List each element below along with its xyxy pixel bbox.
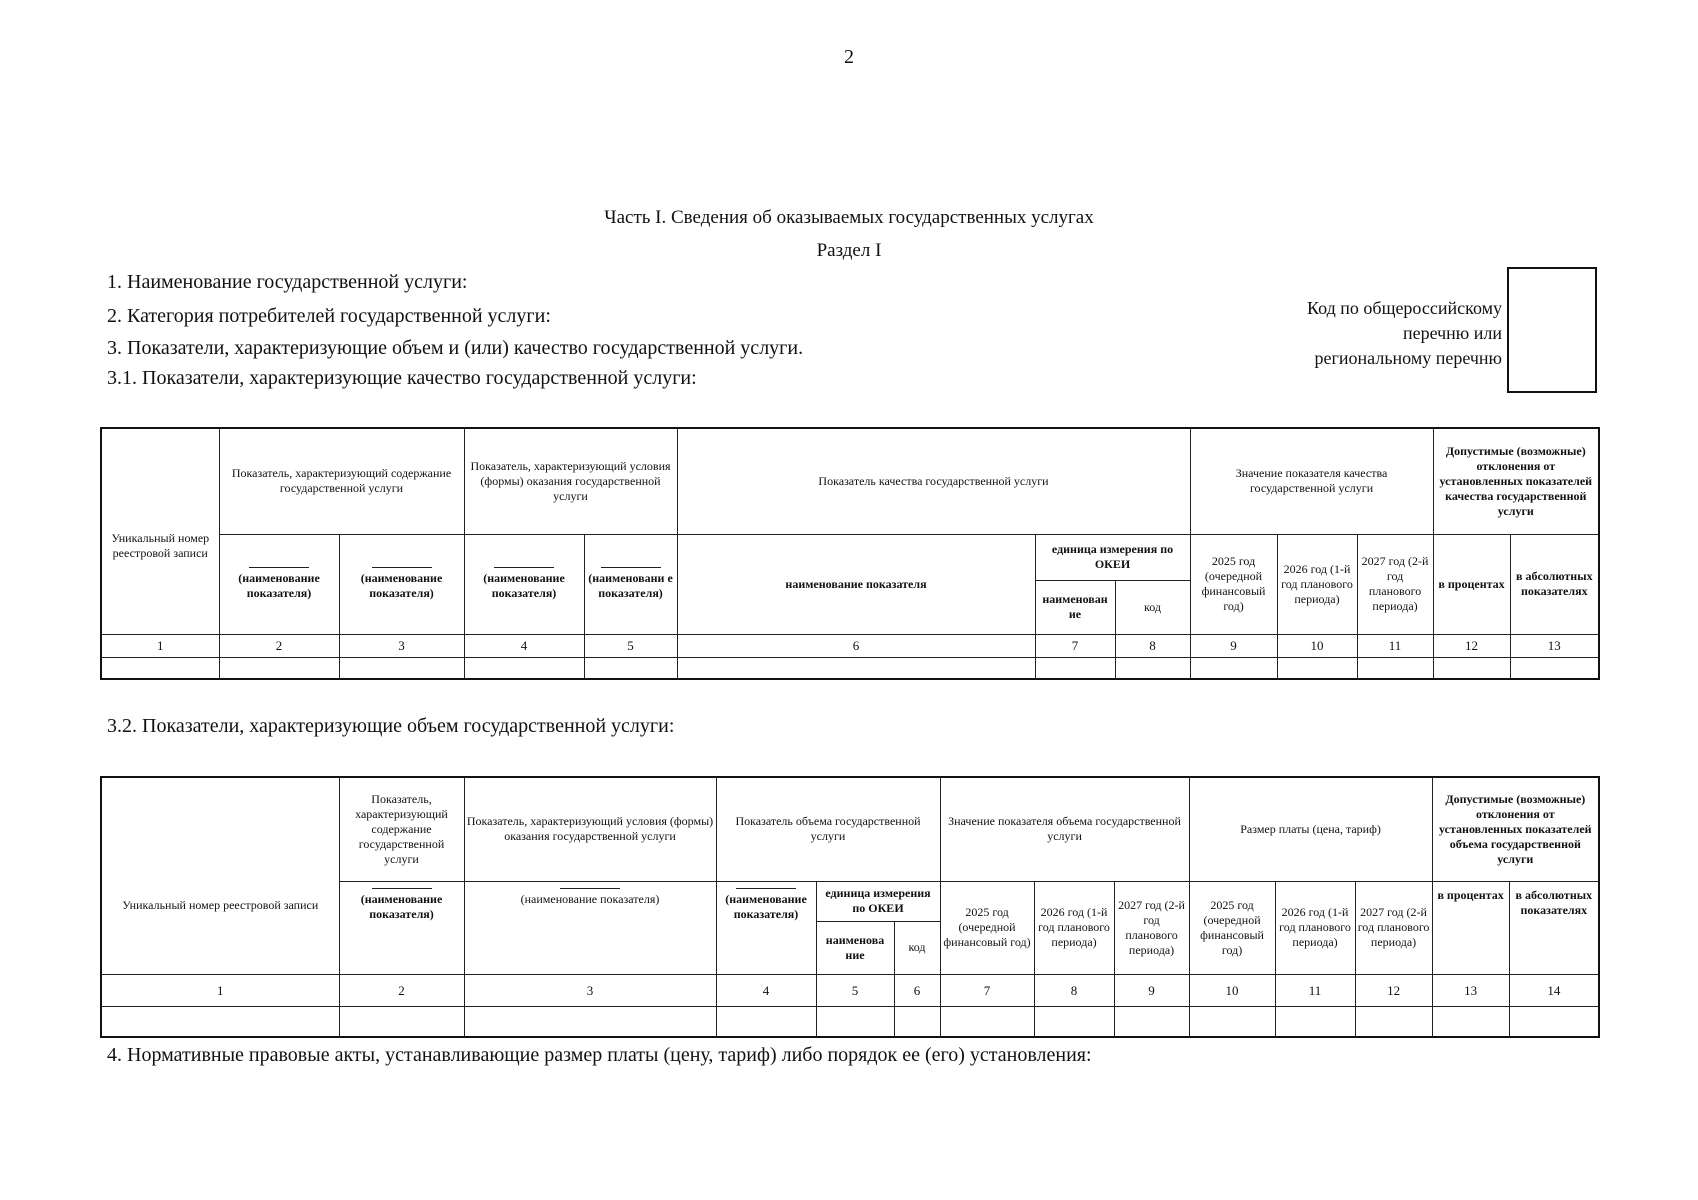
volume-indicators-table <box>100 776 1600 1038</box>
t1-sub-unit-code: код <box>1115 580 1190 634</box>
part-title: Часть I. Сведения об оказываемых государственных услугах <box>604 207 1094 228</box>
t1-col-number: 10 <box>1277 634 1357 657</box>
legal-acts-line: 4. Нормативные правовые акты, устанавливающие размер платы (цену, тариф) либо порядок ее (его) установления: <box>107 1044 1092 1066</box>
t1-header-content: Показатель, характеризующий содержание государственной услуги <box>219 428 464 534</box>
t1-header-unique: Уникальный номер реестровой записи <box>101 428 219 634</box>
t1-sub-absolute: в абсолютных показателях <box>1510 534 1599 634</box>
t2-header-fee: Размер платы (цена, тариф) <box>1189 777 1432 881</box>
t2-col-number: 8 <box>1034 974 1114 1006</box>
t1-sub-y2026: 2026 год (1-й год планового периода) <box>1277 534 1357 634</box>
t2-header-content: Показатель, характеризующий содержание государственной услуги <box>339 777 464 881</box>
t1-col-number: 9 <box>1190 634 1277 657</box>
t2-sub-volume-name: (наименование показателя) <box>716 881 816 974</box>
t1-col-number: 7 <box>1035 634 1115 657</box>
t1-col-number: 8 <box>1115 634 1190 657</box>
table-cell[interactable] <box>940 1006 1034 1037</box>
table-cell[interactable] <box>1277 657 1357 679</box>
t1-col-number: 13 <box>1510 634 1599 657</box>
t2-col-number: 5 <box>816 974 894 1006</box>
table-cell[interactable] <box>1275 1006 1355 1037</box>
registry-code-box[interactable] <box>1507 267 1597 393</box>
t2-sub-unit-code: код <box>894 921 940 974</box>
table-cell[interactable] <box>677 657 1035 679</box>
t1-header-deviation: Допустимые (возможные) отклонения от установленных показателей качества государственной услуги <box>1433 428 1599 534</box>
quality-indicators-line: 3.1. Показатели, характеризующие качество государственной услуги: <box>107 367 697 389</box>
t2-col-number: 14 <box>1509 974 1599 1006</box>
t1-sub-content-b: (наименование показателя) <box>339 534 464 634</box>
table-cell[interactable] <box>219 657 339 679</box>
t1-col-number: 2 <box>219 634 339 657</box>
t1-col-number: 12 <box>1433 634 1510 657</box>
t1-col-number: 11 <box>1357 634 1433 657</box>
table-cell[interactable] <box>101 1006 339 1037</box>
t2-header-volume: Показатель объема государственной услуги <box>716 777 940 881</box>
t2-col-number: 4 <box>716 974 816 1006</box>
t2-empty-row <box>101 1006 1599 1037</box>
t1-empty-row <box>101 657 1599 679</box>
t2-sub-unit: единица измерения по ОКЕИ <box>816 881 940 921</box>
table-cell[interactable] <box>464 1006 716 1037</box>
t1-col-number: 6 <box>677 634 1035 657</box>
t2-sub-f-y2027: 2027 год (2-й год планового периода) <box>1355 881 1432 974</box>
table-cell[interactable] <box>894 1006 940 1037</box>
t1-col-number: 5 <box>584 634 677 657</box>
t2-header-value: Значение показателя объема государственной услуги <box>940 777 1189 881</box>
t2-col-number: 11 <box>1275 974 1355 1006</box>
t1-sub-quality-name: наименование показателя <box>677 534 1035 634</box>
table-cell[interactable] <box>1034 1006 1114 1037</box>
table-cell[interactable] <box>1114 1006 1189 1037</box>
t1-sub-unit: единица измерения по ОКЕИ <box>1035 534 1190 580</box>
table-cell[interactable] <box>1189 1006 1275 1037</box>
table-cell[interactable] <box>464 657 584 679</box>
t2-sub-v-y2026: 2026 год (1-й год планового периода) <box>1034 881 1114 974</box>
service-name-line: 1. Наименование государственной услуги: <box>107 271 468 293</box>
t1-sub-conditions-b: (наименовани е показателя) <box>584 534 677 634</box>
t1-header-conditions: Показатель, характеризующий условия (формы) оказания государственной услуги <box>464 428 677 534</box>
table-cell[interactable] <box>1190 657 1277 679</box>
t1-header-quality: Показатель качества государственной услуги <box>677 428 1190 534</box>
t2-col-number: 9 <box>1114 974 1189 1006</box>
t1-col-number: 1 <box>101 634 219 657</box>
page-number: 2 <box>844 46 854 68</box>
t1-sub-y2025: 2025 год (очередной финансовый год) <box>1190 534 1277 634</box>
t1-sub-percent: в процентах <box>1433 534 1510 634</box>
t2-col-number: 12 <box>1355 974 1432 1006</box>
t1-col-number: 4 <box>464 634 584 657</box>
t2-sub-f-y2025: 2025 год (очередной финансовый год) <box>1189 881 1275 974</box>
t2-sub-unit-name: наименова ние <box>816 921 894 974</box>
volume-indicators-line: 3.2. Показатели, характеризующие объем государственной услуги: <box>107 715 675 737</box>
table-cell[interactable] <box>1355 1006 1432 1037</box>
table-cell[interactable] <box>716 1006 816 1037</box>
t2-sub-v-y2027: 2027 год (2-й год планового периода) <box>1114 881 1189 974</box>
t2-col-number: 6 <box>894 974 940 1006</box>
quality-indicators-table <box>100 427 1600 680</box>
table-cell[interactable] <box>816 1006 894 1037</box>
t2-col-number: 13 <box>1432 974 1509 1006</box>
t1-sub-conditions-a: (наименование показателя) <box>464 534 584 634</box>
table-cell[interactable] <box>1432 1006 1509 1037</box>
consumer-category-line: 2. Категория потребителей государственной услуги: <box>107 305 551 327</box>
t2-header-deviation: Допустимые (возможные) отклонения от установленных показателей объема государственной услуги <box>1432 777 1599 881</box>
table-cell[interactable] <box>1510 657 1599 679</box>
table-cell[interactable] <box>584 657 677 679</box>
t1-sub-unit-name: наименован ие <box>1035 580 1115 634</box>
t2-header-unique: Уникальный номер реестровой записи <box>101 777 339 974</box>
t2-col-number: 7 <box>940 974 1034 1006</box>
indicators-line: 3. Показатели, характеризующие объем и (или) качество государственной услуги. <box>107 337 804 359</box>
t2-header-conditions: Показатель, характеризующий условия (формы) оказания государственной услуги <box>464 777 716 881</box>
table-cell[interactable] <box>339 657 464 679</box>
t2-col-number: 1 <box>101 974 339 1006</box>
t1-sub-content-a: (наименование показателя) <box>219 534 339 634</box>
table-cell[interactable] <box>1115 657 1190 679</box>
table-cell[interactable] <box>1035 657 1115 679</box>
t2-sub-f-y2026: 2026 год (1-й год планового периода) <box>1275 881 1355 974</box>
table-cell[interactable] <box>1509 1006 1599 1037</box>
t2-sub-absolute: в абсолютных показателях <box>1509 881 1599 974</box>
t1-sub-y2027: 2027 год (2-й год планового периода) <box>1357 534 1433 634</box>
table-cell[interactable] <box>339 1006 464 1037</box>
registry-code-label: Код по общероссийскому перечню или региональному перечню <box>1307 298 1502 368</box>
t2-sub-percent: в процентах <box>1432 881 1509 974</box>
t2-col-number: 2 <box>339 974 464 1006</box>
t1-header-value: Значение показателя качества государственной услуги <box>1190 428 1433 534</box>
t1-col-number: 3 <box>339 634 464 657</box>
t2-col-number: 3 <box>464 974 716 1006</box>
t2-sub-conditions: (наименование показателя) <box>464 881 716 974</box>
t2-sub-v-y2025: 2025 год (очередной финансовый год) <box>940 881 1034 974</box>
section-title: Раздел I <box>816 240 882 261</box>
t2-col-number: 10 <box>1189 974 1275 1006</box>
table-cell[interactable] <box>1433 657 1510 679</box>
t2-sub-content: (наименование показателя) <box>339 881 464 974</box>
table-cell[interactable] <box>1357 657 1433 679</box>
table-cell[interactable] <box>101 657 219 679</box>
